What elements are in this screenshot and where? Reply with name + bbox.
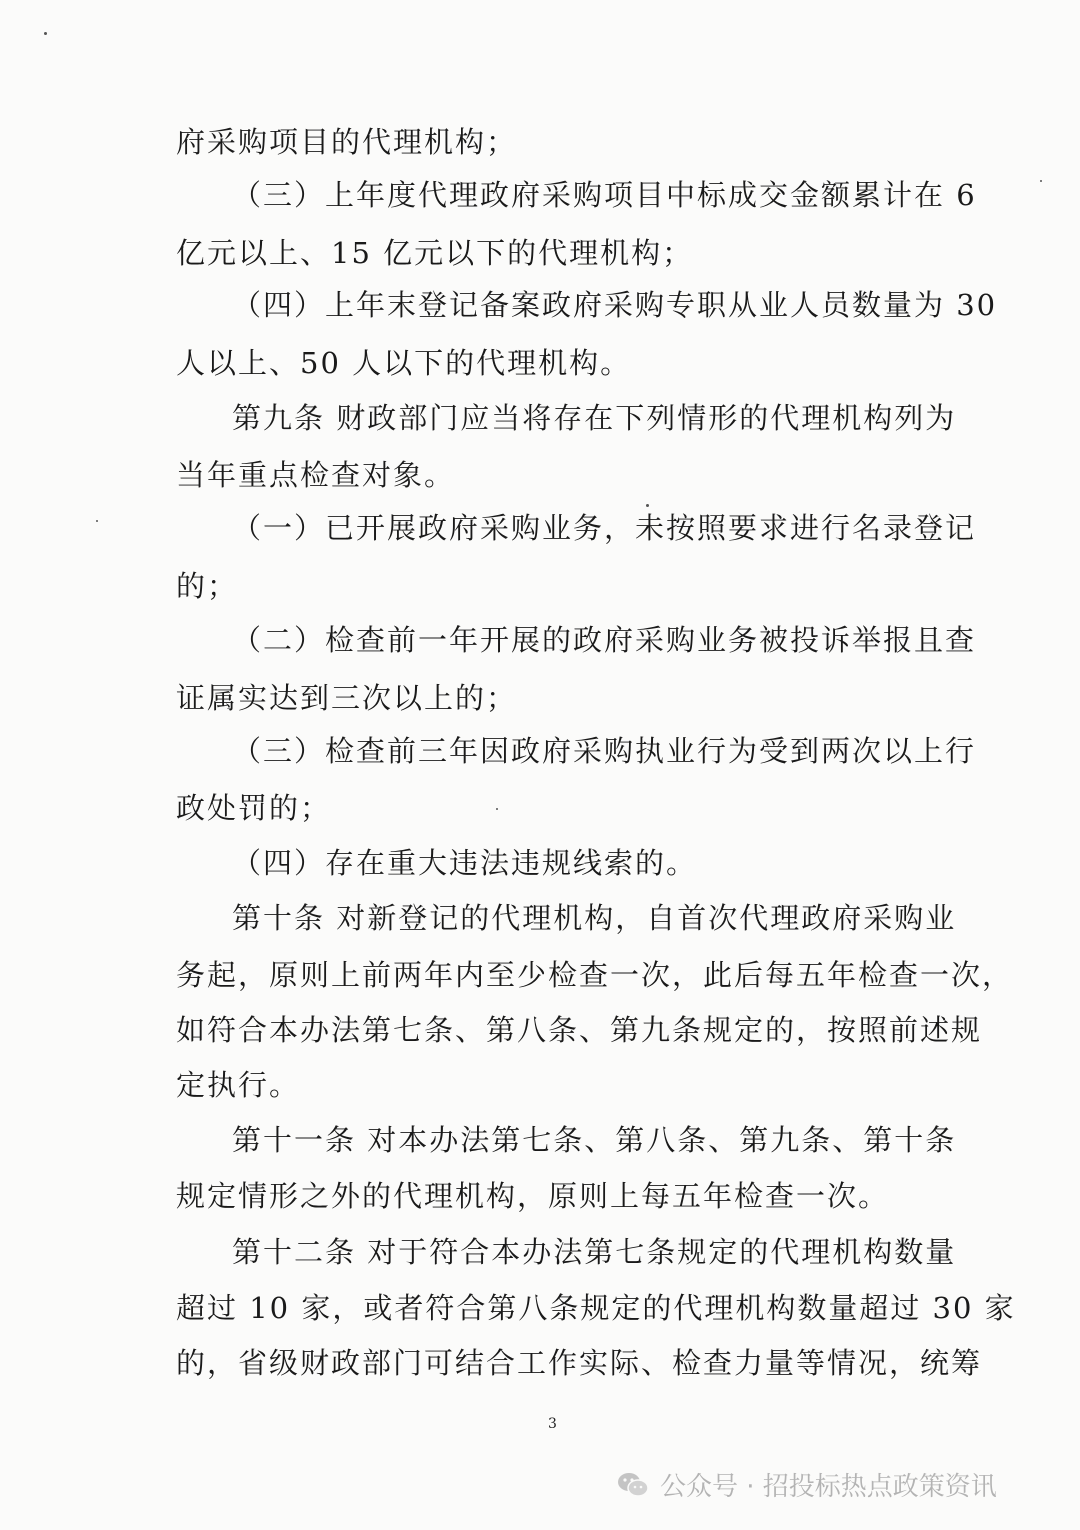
text-line: 定执行。 (176, 1068, 301, 1102)
watermark (616, 1466, 997, 1503)
text-line: 超过 10 家，或者符合第八条规定的代理机构数量超过 30 家 (176, 1291, 1016, 1325)
text-line: 府采购项目的代理机构； (176, 125, 518, 159)
text-line: （三）上年度代理政府采购项目中标成交金额累计在 6 (232, 178, 977, 212)
text-line: 第十一条 对本办法第七条、第八条、第九条、第十条 (232, 1123, 957, 1157)
text-line: 第十条 对新登记的代理机构，自首次代理政府采购业 (232, 901, 957, 935)
text-line: 亿元以上、15 亿元以下的代理机构； (176, 236, 694, 270)
text-line: （四）上年末登记备案政府采购专职从业人员数量为 30 (232, 288, 998, 322)
text-line: 的； (176, 569, 239, 603)
scan-speck (496, 808, 498, 810)
text-line: 当年重点检查对象。 (176, 458, 456, 492)
text-line: （一）已开展政府采购业务，未按照要求进行名录登记 (232, 511, 977, 545)
page-number: 3 (548, 1416, 557, 1432)
scan-speck (44, 32, 47, 35)
text-line: 规定情形之外的代理机构，原则上每五年检查一次。 (176, 1179, 890, 1213)
text-line: 政处罚的； (176, 791, 332, 825)
watermark-text: 公众号 · 招投标热点政策资讯 (660, 1472, 997, 1502)
scan-speck (96, 520, 98, 522)
text-line: 人以上、50 人以下的代理机构。 (176, 346, 632, 380)
text-line: （二）检查前一年开展的政府采购业务被投诉举报且查 (232, 623, 977, 657)
text-line: 如符合本办法第七条、第八条、第九条规定的，按照前述规 (176, 1013, 983, 1047)
text-line: 第九条 财政部门应当将存在下列情形的代理机构列为 (232, 401, 957, 435)
scan-speck (646, 504, 649, 507)
wechat-icon (616, 1470, 650, 1500)
text-line: 第十二条 对于符合本办法第七条规定的代理机构数量 (232, 1235, 957, 1269)
text-line: （四）存在重大违法违规线索的。 (232, 846, 698, 880)
text-line: 务起，原则上前两年内至少检查一次，此后每五年检查一次， (176, 958, 1014, 992)
text-line: 证属实达到三次以上的； (176, 681, 518, 715)
text-line: （三）检查前三年因政府采购执业行为受到两次以上行 (232, 734, 977, 768)
text-line: 的，省级财政部门可结合工作实际、检查力量等情况，统筹 (176, 1346, 983, 1380)
scan-speck (1040, 180, 1042, 182)
